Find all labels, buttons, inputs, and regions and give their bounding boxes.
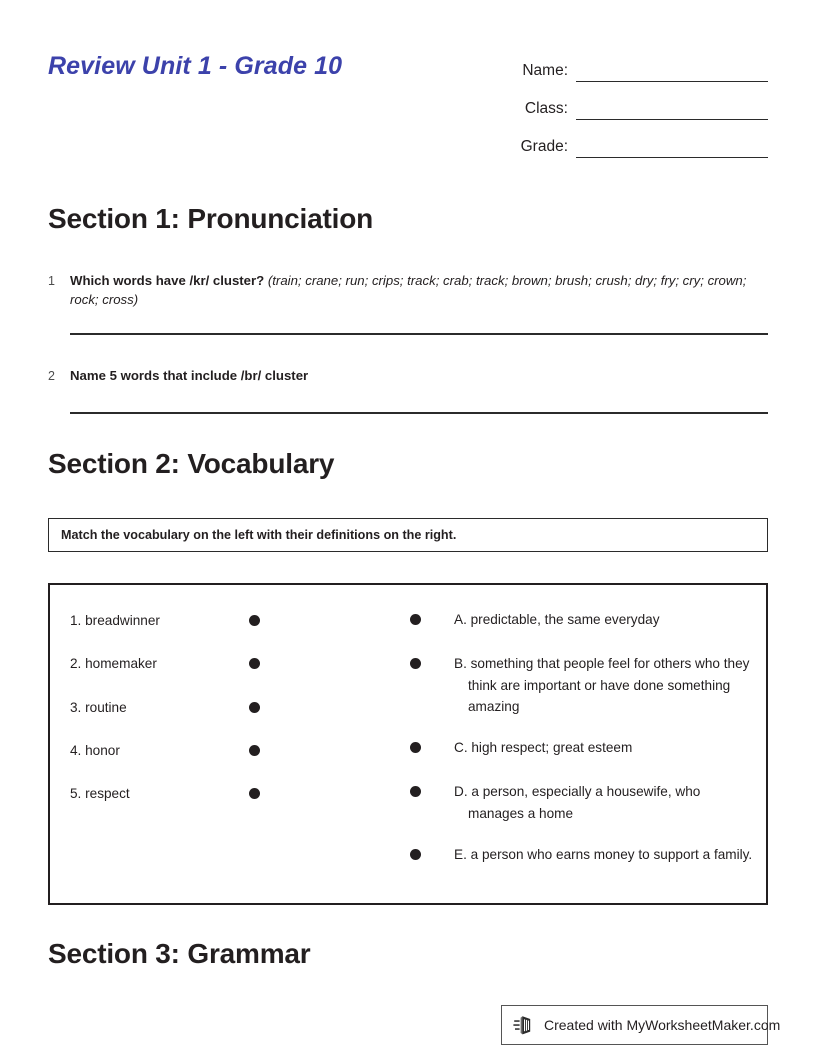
section-heading-vocabulary: Section 2: Vocabulary <box>48 448 335 479</box>
question-2-body <box>70 366 768 385</box>
question-2-number: 2 <box>48 369 55 383</box>
worksheet-header <box>48 44 768 164</box>
section-heading-pronunciation: Section 1: Pronunciation <box>48 203 374 234</box>
class-field-label: Class: <box>524 100 568 117</box>
matching-definition-d-dot[interactable] <box>410 786 421 797</box>
matching-term-1-dot[interactable] <box>249 615 260 626</box>
matching-definition-d-label: D. a person, especially a housewife, who manages a home <box>454 784 701 821</box>
matching-definition-c-label: C. high respect; great esteem <box>454 740 633 755</box>
matching-definition-c-dot-wrap <box>410 737 454 753</box>
class-field-input[interactable] <box>576 99 768 120</box>
matching-definition-e-dot[interactable] <box>410 849 421 860</box>
question-1-number: 1 <box>48 274 55 288</box>
grade-field-input[interactable] <box>576 137 768 158</box>
section-heading-grammar: Section 3: Grammar <box>48 938 311 969</box>
matching-definition-c-dot[interactable] <box>410 742 421 753</box>
question-2 <box>48 366 768 386</box>
matching-term-3-label: 3. routine <box>70 699 127 715</box>
field-row-class <box>448 82 768 120</box>
matching-definition-b-dot-wrap <box>410 653 454 669</box>
answer-line-1[interactable] <box>70 333 768 335</box>
question-1 <box>48 271 768 309</box>
question-2-prompt: Name 5 words that include /br/ cluster <box>70 368 309 383</box>
matching-term-4[interactable] <box>70 740 260 760</box>
matching-definition-b-dot[interactable] <box>410 658 421 669</box>
matching-definition-a-dot-wrap <box>410 609 454 625</box>
matching-definition-a-label: A. predictable, the same everyday <box>454 612 660 627</box>
created-with-badge-text: Created with MyWorksheetMaker.com <box>544 1017 781 1033</box>
matching-term-5-dot[interactable] <box>249 788 260 799</box>
matching-term-2-dot[interactable] <box>249 658 260 669</box>
matching-definition-a[interactable] <box>410 609 760 631</box>
question-1-prompt: Which words have /kr/ cluster? <box>70 273 265 288</box>
matching-definition-d[interactable] <box>410 781 760 824</box>
matching-term-3[interactable] <box>70 697 260 717</box>
matching-term-2-label: 2. homemaker <box>70 655 157 671</box>
name-field-input[interactable] <box>576 61 768 82</box>
student-info-fields <box>448 44 768 158</box>
question-1-wordlist: (train; crane; run; crips; track; crab; track; brown; brush; crush; dry; fry; cry; crown; rock; cross) <box>70 273 747 307</box>
field-row-grade <box>448 120 768 158</box>
vocabulary-instruction-box <box>48 518 768 552</box>
matching-definition-e[interactable] <box>410 844 760 866</box>
question-1-body <box>70 271 768 309</box>
name-field-label: Name: <box>522 62 568 79</box>
created-with-badge[interactable] <box>501 1005 781 1045</box>
field-row-name <box>448 44 768 82</box>
matching-term-2[interactable] <box>70 653 260 673</box>
matching-term-3-dot[interactable] <box>249 702 260 713</box>
matching-term-4-label: 4. honor <box>70 742 120 758</box>
matching-term-4-dot[interactable] <box>249 745 260 756</box>
myworksheetmaker-logo-icon <box>512 1012 538 1038</box>
grade-field-label: Grade: <box>520 138 568 155</box>
matching-definition-b-label: B. something that people feel for others who they think are important or have done something amazing <box>454 656 750 714</box>
matching-term-5[interactable] <box>70 783 260 803</box>
matching-term-1-label: 1. breadwinner <box>70 612 160 628</box>
matching-term-1[interactable] <box>70 610 260 630</box>
matching-definition-e-label: E. a person who earns money to support a family. <box>454 847 753 862</box>
matching-definition-b[interactable] <box>410 653 760 718</box>
matching-definition-c[interactable] <box>410 737 760 759</box>
page-title: Review Unit 1 - Grade 10 <box>48 52 343 80</box>
matching-definition-e-dot-wrap <box>410 844 454 860</box>
matching-definition-a-dot[interactable] <box>410 614 421 625</box>
answer-line-2[interactable] <box>70 412 768 414</box>
matching-exercise-box <box>48 583 768 905</box>
matching-definition-d-dot-wrap <box>410 781 454 797</box>
matching-term-5-label: 5. respect <box>70 785 130 801</box>
vocabulary-instruction-text: Match the vocabulary on the left with their definitions on the right. <box>61 528 457 542</box>
